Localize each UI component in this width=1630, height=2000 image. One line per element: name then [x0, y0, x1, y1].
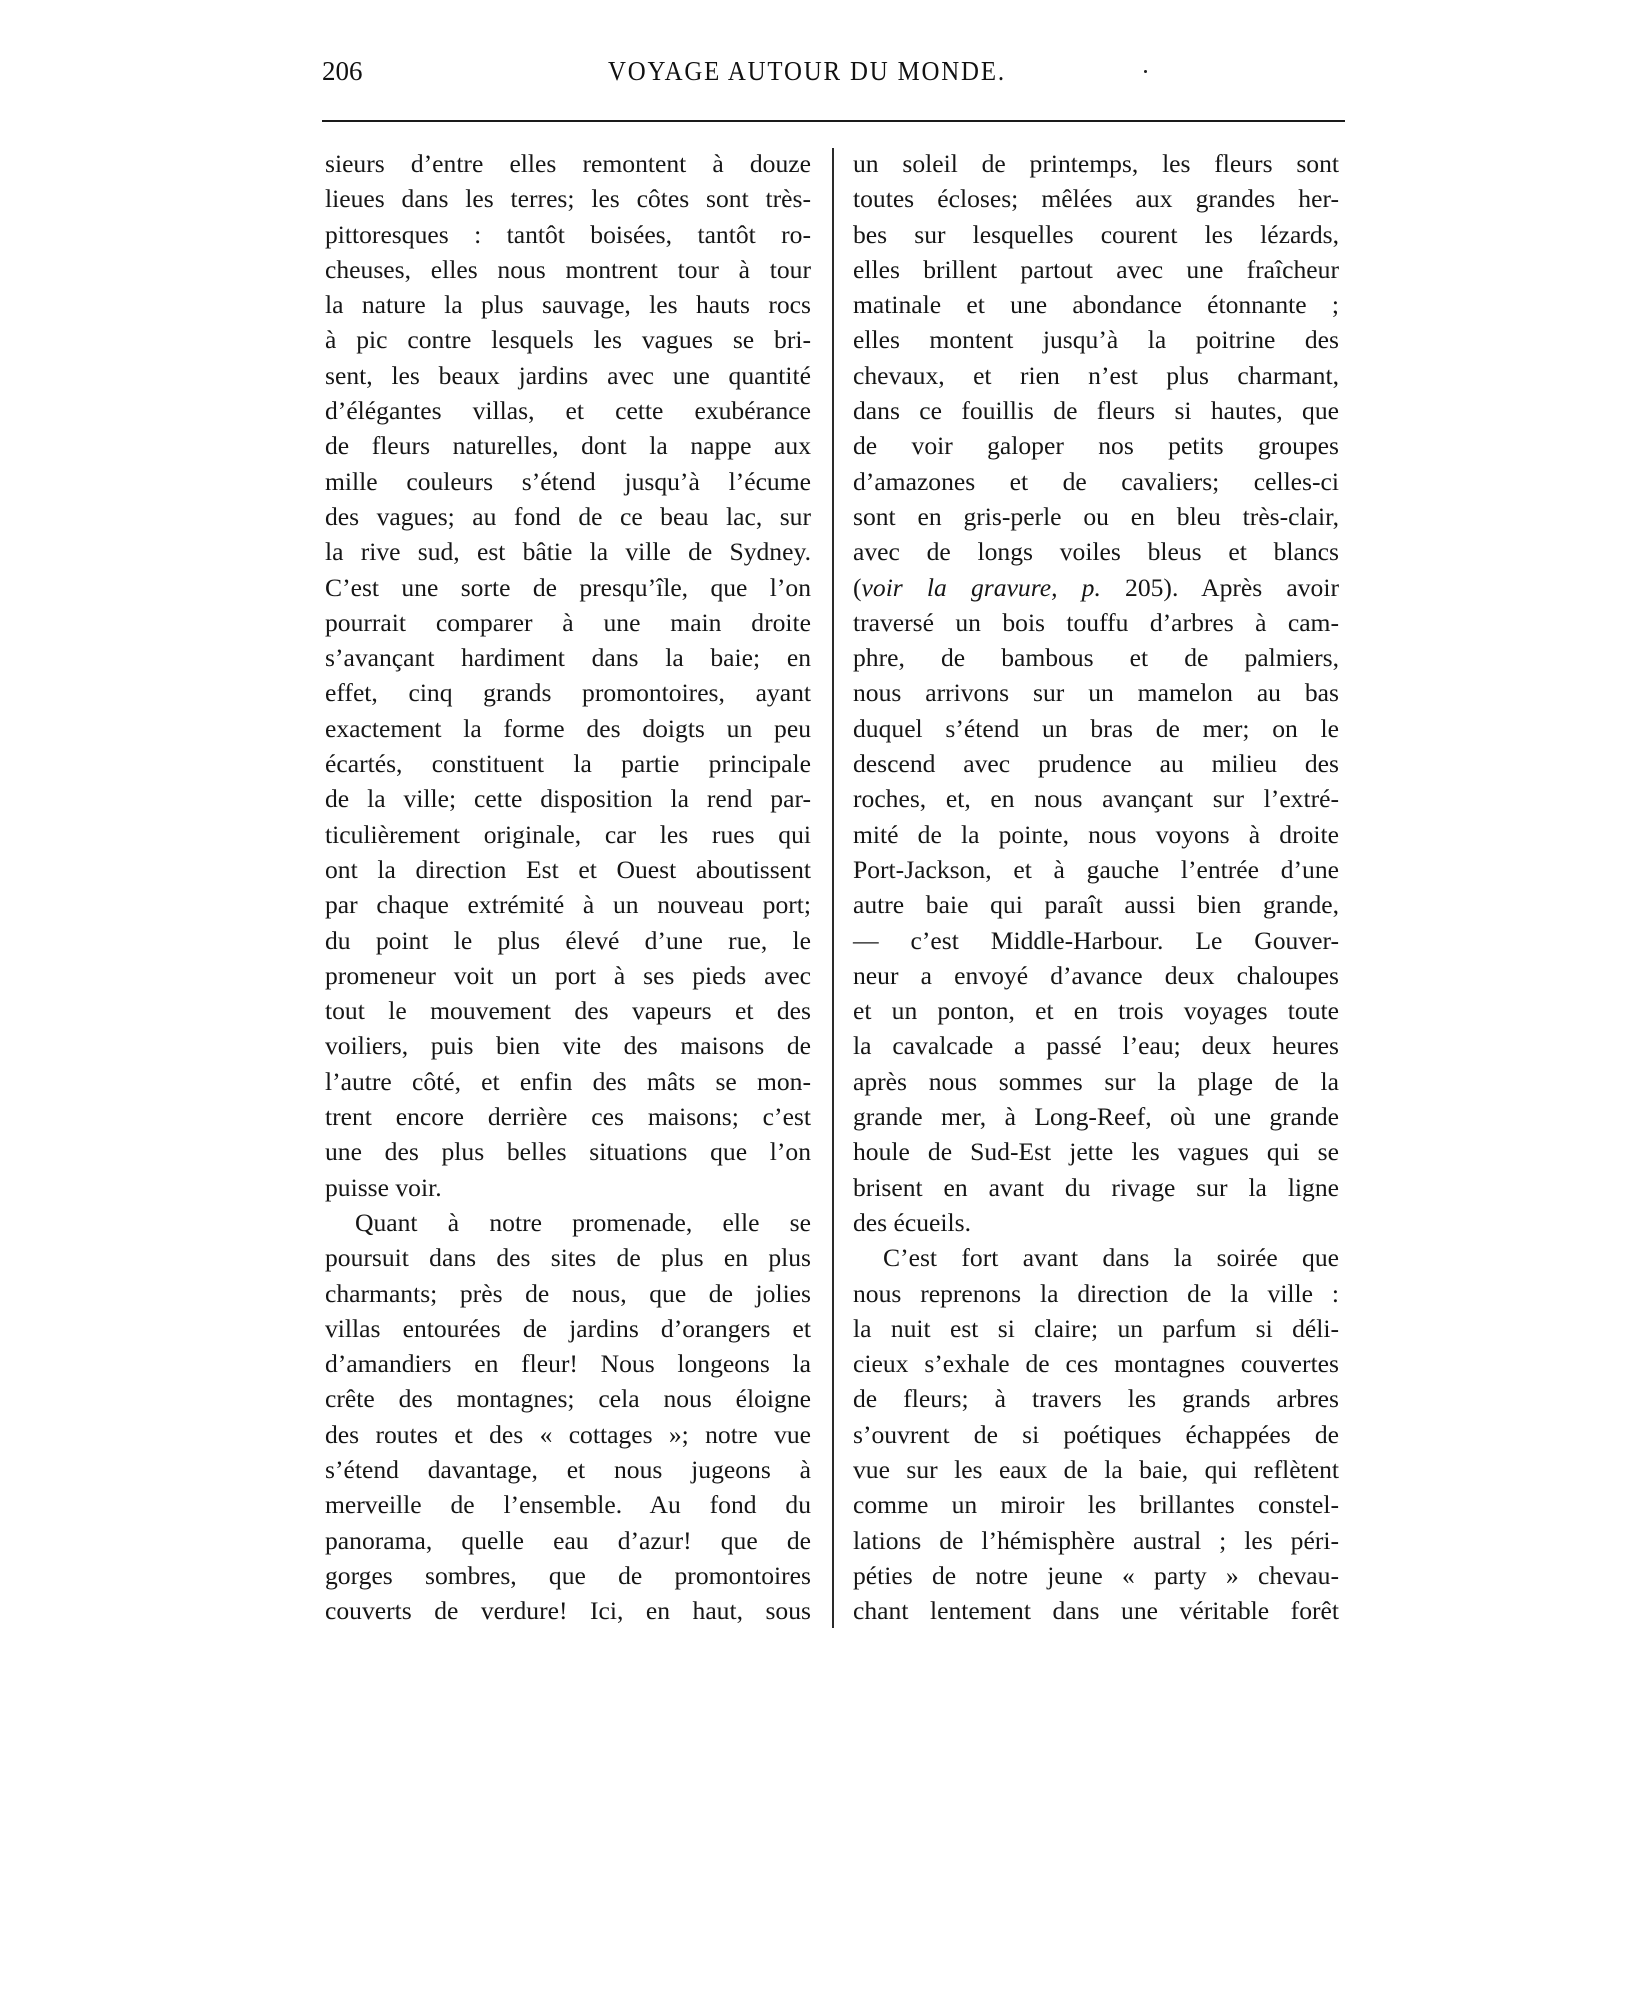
text-line: toutes écloses; mêlées aux grandes her-	[853, 184, 1339, 214]
figure-ref-after: ). Après avoir	[1163, 572, 1339, 602]
print-speck	[1144, 70, 1147, 73]
text-line: de fleurs naturelles, dont la nappe aux	[325, 431, 811, 461]
text-line: bes sur lesquelles courent les lézards,	[853, 219, 1339, 249]
text-line: sieurs d’entre elles remontent à douze	[325, 149, 811, 178]
text-line: la rive sud, est bâtie la ville de Sydney.	[325, 537, 811, 567]
text-line: promeneur voit un port à ses pieds avec	[325, 960, 811, 990]
text-line: brisent en avant du rivage sur la ligne	[853, 1172, 1339, 1202]
column-divider	[832, 148, 834, 1628]
text-line: elles brillent partout avec une fraîcheur	[853, 254, 1339, 284]
figure-page-ref: 205	[1100, 572, 1164, 602]
text-line: couverts de verdure! Ici, en haut, sous	[325, 1596, 811, 1626]
figure-reference-link: voir la gravure, p.	[861, 572, 1101, 602]
text-line: s’avançant hardiment dans la baie; en	[325, 643, 811, 673]
text-line: la cavalcade a passé l’eau; deux heures	[853, 1031, 1339, 1061]
text-line: et un ponton, et en trois voyages toute	[853, 996, 1339, 1026]
text-line: autre baie qui paraît aussi bien grande,	[853, 890, 1339, 920]
text-line: après nous sommes sur la plage de la	[853, 1066, 1339, 1096]
text-line: charmants; près de nous, que de jolies	[325, 1278, 811, 1308]
text-line: poursuit dans des sites de plus en plus	[325, 1243, 811, 1273]
text-line: voiliers, puis bien vite des maisons de	[325, 1031, 811, 1061]
text-line: du point le plus élevé d’une rue, le	[325, 925, 811, 955]
text-line: de fleurs; à travers les grands arbres	[853, 1384, 1339, 1414]
text-line: nous arrivons sur un mamelon au bas	[853, 678, 1339, 708]
text-line: descend avec prudence au milieu des	[853, 749, 1339, 779]
text-line: un soleil de printemps, les fleurs sont	[853, 149, 1339, 178]
header-rule	[322, 120, 1345, 122]
text-line: houle de Sud-Est jette les vagues qui se	[853, 1137, 1339, 1167]
text-line: sent, les beaux jardins avec une quantité	[325, 360, 811, 390]
text-line: neur a envoyé d’avance deux chaloupes	[853, 960, 1339, 990]
paragraph-end-line: des écueils.	[853, 1207, 971, 1237]
text-line: des vagues; au fond de ce beau lac, sur	[325, 501, 811, 531]
text-line: avec de longs voiles bleus et blancs	[853, 537, 1339, 567]
text-line: grande mer, à Long-Reef, où une grande	[853, 1102, 1339, 1132]
text-line: la nuit est si claire; un parfum si déli-	[853, 1313, 1339, 1343]
running-head	[322, 56, 1342, 96]
figure-reference-line	[853, 570, 1339, 605]
text-line: cheuses, elles nous montrent tour à tour	[325, 254, 811, 284]
text-line: Port-Jackson, et à gauche l’entrée d’une	[853, 854, 1339, 884]
text-line: à pic contre lesquels les vagues se bri-	[325, 325, 811, 355]
text-line: la nature la plus sauvage, les hauts rocs	[325, 290, 811, 320]
text-line: d’amandiers en fleur! Nous longeons la	[325, 1349, 811, 1379]
text-line: ont la direction Est et Ouest aboutissent	[325, 854, 811, 884]
text-line: crête des montagnes; cela nous éloigne	[325, 1384, 811, 1414]
running-title: VOYAGE AUTOUR DU MONDE.	[608, 56, 1006, 86]
text-line: panorama, quelle eau d’azur! que de	[325, 1525, 811, 1555]
text-line: s’ouvrent de si poétiques échappées de	[853, 1419, 1339, 1449]
text-line: d’amazones et de cavaliers; celles-ci	[853, 466, 1339, 496]
left-column	[325, 146, 811, 1628]
paragraph-end-line: puisse voir.	[325, 1172, 442, 1202]
text-line: lations de l’hémisphère austral ; les péri-	[853, 1525, 1339, 1555]
text-line: effet, cinq grands promontoires, ayant	[325, 678, 811, 708]
text-line: chant lentement dans une véritable forêt	[853, 1596, 1339, 1626]
text-line: par chaque extrémité à un nouveau port;	[325, 890, 811, 920]
text-line: roches, et, en nous avançant sur l’extré-	[853, 784, 1339, 814]
text-line: pittoresques : tantôt boisées, tantôt ro-	[325, 219, 811, 249]
text-line: nous reprenons la direction de la ville :	[853, 1278, 1339, 1308]
text-line: merveille de l’ensemble. Au fond du	[325, 1490, 811, 1520]
text-line: exactement la forme des doigts un peu	[325, 713, 811, 743]
text-line: mité de la pointe, nous voyons à droite	[853, 819, 1339, 849]
text-line: dans ce fouillis de fleurs si hautes, que	[853, 396, 1339, 426]
text-line: duquel s’étend un bras de mer; on le	[853, 713, 1339, 743]
text-line: mille couleurs s’étend jusqu’à l’écume	[325, 466, 811, 496]
text-line: pourrait comparer à une main droite	[325, 607, 811, 637]
text-line: lieues dans les terres; les côtes sont très-	[325, 184, 811, 214]
text-line: C’est une sorte de presqu’île, que l’on	[325, 572, 811, 602]
text-line: vue sur les eaux de la baie, qui reflètent	[853, 1454, 1339, 1484]
right-column	[853, 146, 1339, 1628]
text-line: sont en gris-perle ou en bleu très-clair,	[853, 501, 1339, 531]
text-line: de la ville; cette disposition la rend par-	[325, 784, 811, 814]
page-number: 206	[322, 56, 363, 86]
text-line: gorges sombres, que de promontoires	[325, 1560, 811, 1590]
text-line: de voir galoper nos petits groupes	[853, 431, 1339, 461]
text-line: péties de notre jeune « party » chevau-	[853, 1560, 1339, 1590]
text-line: l’autre côté, et enfin des mâts se mon-	[325, 1066, 811, 1096]
text-line: des routes et des « cottages »; notre vue	[325, 1419, 811, 1449]
text-line: s’étend davantage, et nous jugeons à	[325, 1454, 811, 1484]
paragraph-start-line: Quant à notre promenade, elle se	[355, 1207, 811, 1237]
text-line: villas entourées de jardins d’orangers et	[325, 1313, 811, 1343]
text-line: trent encore derrière ces maisons; c’est	[325, 1102, 811, 1132]
paren-open: (	[853, 572, 862, 602]
text-line: ticulièrement originale, car les rues qui	[325, 819, 811, 849]
text-line: traversé un bois touffu d’arbres à cam-	[853, 607, 1339, 637]
text-line: une des plus belles situations que l’on	[325, 1137, 811, 1167]
text-line: comme un miroir les brillantes constel-	[853, 1490, 1339, 1520]
text-line: écartés, constituent la partie principale	[325, 749, 811, 779]
text-line: — c’est Middle-Harbour. Le Gouver-	[853, 925, 1339, 955]
text-line: chevaux, et rien n’est plus charmant,	[853, 360, 1339, 390]
paragraph-start-line: C’est fort avant dans la soirée que	[883, 1243, 1339, 1273]
text-line: cieux s’exhale de ces montagnes couvertes	[853, 1349, 1339, 1379]
text-line: phre, de bambous et de palmiers,	[853, 643, 1339, 673]
text-line: d’élégantes villas, et cette exubérance	[325, 396, 811, 426]
text-line: tout le mouvement des vapeurs et des	[325, 996, 811, 1026]
text-line: matinale et une abondance étonnante ;	[853, 290, 1339, 320]
text-line: elles montent jusqu’à la poitrine des	[853, 325, 1339, 355]
